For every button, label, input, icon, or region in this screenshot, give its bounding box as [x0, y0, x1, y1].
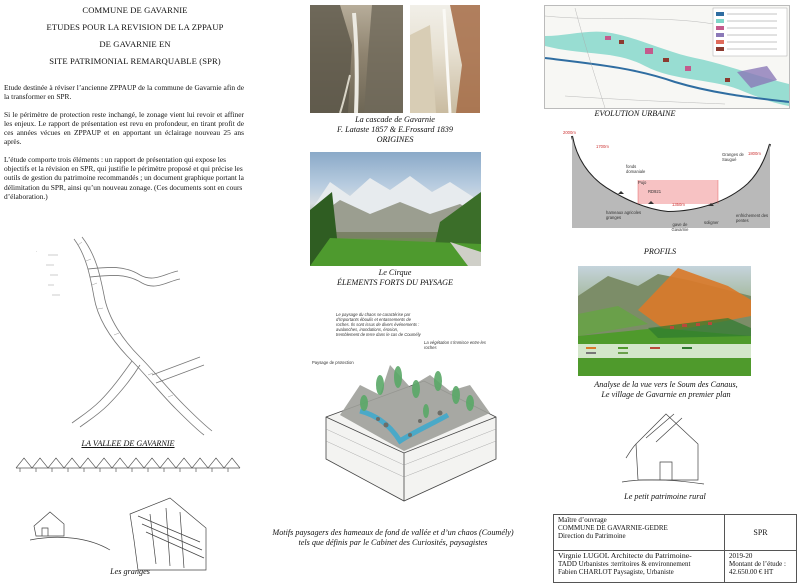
granges-sketch [30, 494, 210, 574]
caption-cirque [300, 268, 490, 288]
profile-alt-1800: 1800m [748, 151, 761, 156]
caption-motifs-line1: Motifs paysagers des hameaux de fond de vallée et d’un chaos (Coumély) [272, 528, 514, 537]
caption-origines: ORIGINES [376, 135, 414, 144]
profile-fonds: fonds domaniale [626, 164, 646, 174]
caption-cascade-line2: F. Lataste 1857 & E.Frossard 1839 [337, 125, 453, 134]
header-line-3: DE GAVARNIE EN [99, 39, 171, 49]
caption-cascade-line1: La cascade de Gavarnie [355, 115, 435, 124]
petit-patrimoine-sketch [616, 408, 706, 488]
header-line-2: ETUDES POUR LA REVISION DE LA ZPPAUP [46, 22, 224, 32]
caption-profils: PROFILS [643, 247, 677, 256]
title-block-team [554, 551, 725, 583]
profile-granges: Granges de Saugué [722, 152, 744, 162]
caption-motifs-line2: tels que définis par le Cabinet des Curiosités, paysagistes [298, 538, 488, 547]
intro-paragraph-2: Si le périmètre de protection reste inchangé, le zonage vient lui revoir et affiner les enjeux. Le rapport de présentation est revu en profondeur, en tirant profit de ces années vécues en ZPPAUP et en apportant un éclairage nouveau 25 ans après. [4, 109, 244, 147]
title-block [553, 514, 797, 583]
profile-hameaux: hameaux agricoles granges [606, 210, 642, 220]
title-block-team-1: Virgnie LUGOL Architecte du Patrimoine- [558, 551, 692, 560]
title-block-team-3: Fabien CHARLOT Paysagiste, Urbaniste [558, 568, 674, 576]
cascade-painting-frossard [410, 5, 480, 113]
title-block-year: 2019-20 [729, 552, 753, 560]
caption-analyse [580, 380, 752, 400]
title-block-client [554, 515, 725, 551]
caption-analyse-line2: Le village de Gavarnie en premier plan [601, 390, 731, 399]
caption-analyse-line1: Analyse de la vue vers le Soum des Canaus, [594, 380, 738, 389]
profile-pujo: Pujo [638, 180, 647, 185]
header-line-1: COMMUNE DE GAVARNIE [82, 5, 188, 15]
intro-paragraph-1: Etude destinée à réviser l’ancienne ZPPAUP de la commune de Gavarnie afin de la transformer en SPR. [4, 83, 244, 102]
title-block-client-label: Maître d’ouvrage [558, 516, 607, 524]
annotation-paysage: Paysage de protection [312, 360, 354, 365]
title-block-client-dept: Direction du Patrimoine [558, 532, 626, 540]
title-block-spr: SPR [725, 515, 797, 551]
title-block-montant: 42.650.00 € HT [729, 568, 774, 576]
landscape-block-diagram [320, 355, 500, 505]
header-line-4: SITE PATRIMONIAL REMARQUABLE (SPR) [49, 56, 221, 66]
profile-alt-1350: 1350m [672, 202, 685, 207]
intro-text [4, 83, 244, 201]
caption-cirque-line2: ÉLEMENTS FORTS DU PAYSAGE [336, 278, 454, 287]
svg-text:·: · [36, 250, 38, 254]
profile-alt-2000: 2000m [563, 130, 576, 135]
caption-evolution: EVOLUTION URBAINE [594, 109, 676, 118]
village-silhouette-frieze [14, 452, 244, 474]
title-block-montant-label: Montant de l’étude : [729, 560, 786, 568]
profile-soligner: soligner [704, 220, 719, 225]
header [0, 2, 270, 70]
caption-patrimoine: Le petit patrimoine rural [624, 492, 706, 501]
profile-alt-1700: 1700m [596, 144, 609, 149]
profile-enfrich: enfrichement des pentes [736, 213, 769, 223]
caption-vallee: LA VALLEE DE GAVARNIE [81, 439, 175, 448]
intro-paragraph-3: L’étude comporte trois éléments : un rapport de présentation qui expose les objectifs et la révision en SPR, qui justifie le périmètre proposé et qui précise les outils de gestion du patrimoine recommandés ; un document graphique portant la délimitation du SPR, ainsi qu’un nouveau zonage. (Ces documents sont en cours d’élaboration.) [4, 154, 244, 201]
title-block-team-2: TADD Urbanistes :territoires & environnement [558, 560, 691, 568]
title-block-client-name: COMMUNE DE GAVARNIE-GEDRE [558, 524, 668, 532]
annotation-vegetation: La végétation s’immisce entre les roches [424, 340, 486, 350]
annotation-chaos: Le paysage du chaos se caractérise par d’importants éboulis et entassements de roches. Ils sont issus de divers événements : avalanches, inondations, érosion, tremblement de terre dans le cas de Coumély [336, 312, 421, 337]
urban-evolution-map [544, 5, 790, 109]
title-block-budget [725, 551, 797, 583]
caption-cirque-line1: Le Cirque [378, 268, 412, 277]
profile-gave: gave de Gavarnie [671, 222, 689, 232]
caption-cascade [300, 115, 490, 145]
view-analysis-photo [578, 266, 751, 376]
cirque-photo [310, 152, 481, 266]
profile-rd: RD921 [648, 189, 662, 194]
valley-map-sketch [28, 225, 228, 437]
cascade-painting-lataste [310, 5, 403, 113]
caption-motifs [258, 528, 528, 548]
caption-granges: Les granges [110, 567, 150, 576]
